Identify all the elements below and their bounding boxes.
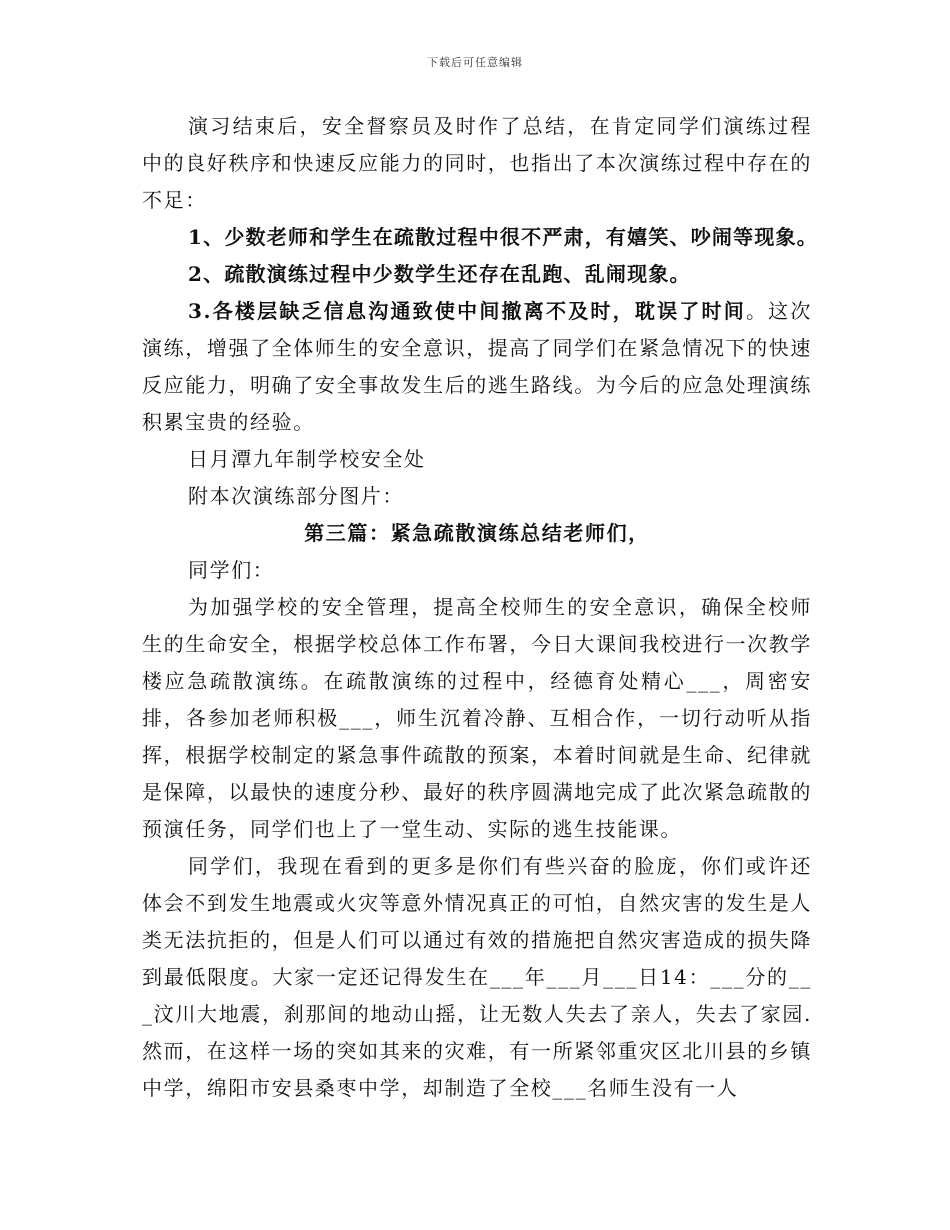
list-item-3-rest: 。这次演练，增强了全体师生的安全意识，提高了同学们在紧急情况下的快速反应能力，明确了安全事故发生后的逃生路线。为今后的应急处理演练积累宝贵的经验。 bbox=[142, 299, 812, 434]
greeting: 同学们： bbox=[188, 558, 275, 582]
document-body bbox=[142, 108, 818, 1107]
list-item-3-bold: 3.各楼层缺乏信息沟通致使中间撤离不及时，耽误了时间 bbox=[188, 299, 746, 323]
paragraph-summary: 演习结束后，安全督察员及时作了总结，在肯定同学们演练过程中的良好秩序和快速反应能力的同时，也指出了本次演练过程中存在的不足： bbox=[142, 114, 812, 212]
paragraph-drill-description: 为加强学校的安全管理，提高全校师生的安全意识，确保全校师生的生命安全，根据学校总体工作布署，今日大课间我校进行一次教学楼应急疏散演练。在疏散演练的过程中，经德育处精心___，周密安排，各参加老师积极___，师生沉着冷静、互相合作，一切行动听从指挥，根据学校制定的紧急事件疏散的预案，本着时间就是生命、纪律就是保障，以最快的速度分秒、最好的秩序圆满地完成了此次紧急疏散的预演任务，同学们也上了一堂生动、实际的逃生技能课。 bbox=[142, 595, 812, 841]
section-title: 第三篇：紧急疏散演练总结老师们， bbox=[304, 521, 650, 545]
list-item-3 bbox=[142, 293, 812, 441]
list-item-1: 1、少数老师和学生在疏散过程中很不严肃，有嬉笑、吵闹等现象。 bbox=[188, 225, 818, 249]
signature: 日月潭九年制学校安全处 bbox=[188, 447, 426, 471]
page-header: 下载后可任意编辑 bbox=[427, 56, 523, 69]
attachment-note: 附本次演练部分图片： bbox=[188, 484, 404, 508]
paragraph-earthquake: 同学们，我现在看到的更多是你们有些兴奋的脸庞，你们或许还体会不到发生地震或火灾等意外情况真正的可怕，自然灾害的发生是人类无法抗拒的，但是人们可以通过有效的措施把自然灾害造成的损失降到最低限度。大家一定还记得发生在___年___月___日14：___分的___汶川大地震，刹那间的地动山摇，让无数人失去了亲人，失去了家园.然而，在这样一场的突如其来的灾难，有一所紧邻重灾区北川县的乡镇中学，绵阳市安县桑枣中学，却制造了全校___名师生没有一人 bbox=[142, 854, 812, 1100]
list-item-2: 2、疏散演练过程中少数学生还存在乱跑、乱闹现象。 bbox=[188, 262, 691, 286]
